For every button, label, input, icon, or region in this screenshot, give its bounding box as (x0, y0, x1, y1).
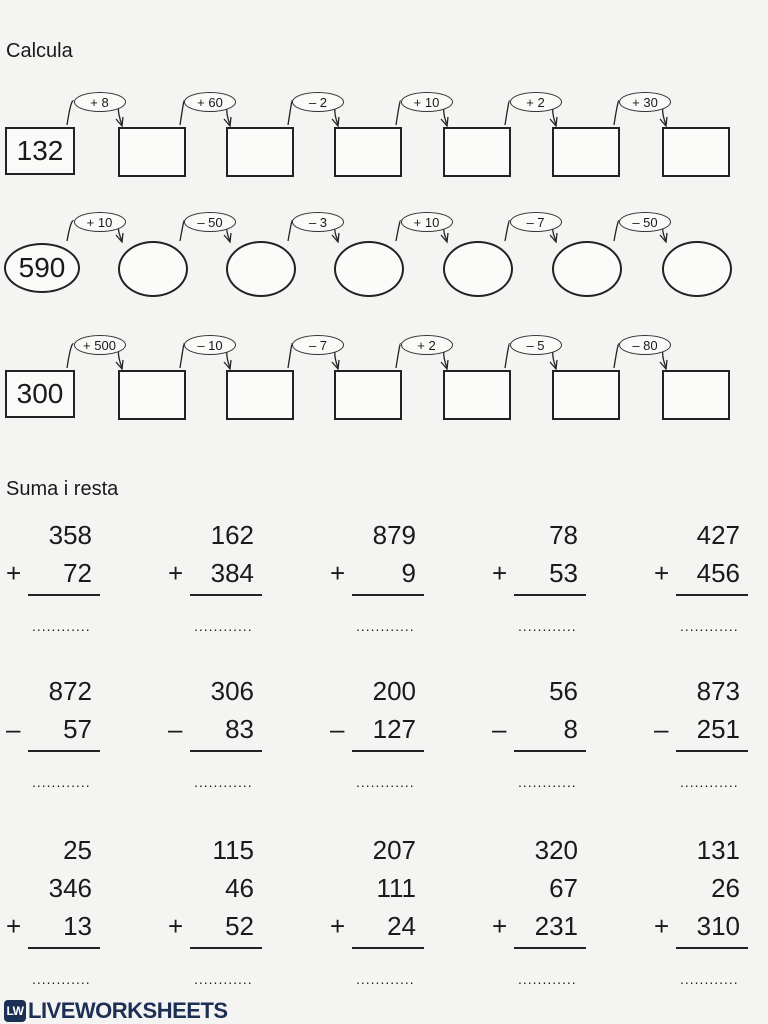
operand: 879 (372, 520, 416, 550)
operator-sign: + (330, 558, 346, 588)
answer-box[interactable] (118, 127, 186, 177)
operator-sign: + (6, 911, 22, 941)
column-problem (168, 835, 268, 987)
operand: 306 (210, 676, 254, 706)
answer-field[interactable]: ............ (518, 618, 577, 634)
answer-field[interactable]: ............ (194, 774, 253, 790)
operand: 9 (401, 558, 416, 588)
answer-box[interactable] (118, 241, 188, 297)
sum-line (676, 750, 748, 752)
operation-bubble: + 10 (401, 92, 453, 112)
answer-box[interactable] (443, 370, 511, 420)
answer-box[interactable] (552, 127, 620, 177)
operator-sign: – (330, 714, 345, 744)
column-problem (330, 678, 430, 808)
answer-field[interactable]: ............ (194, 618, 253, 634)
answer-field[interactable]: ............ (32, 774, 91, 790)
operation-bubble: + 10 (401, 212, 453, 232)
answer-box[interactable] (334, 127, 402, 177)
sum-line (28, 750, 100, 752)
answer-field[interactable]: ............ (32, 971, 91, 987)
operation-bubble: + 500 (74, 335, 126, 355)
operation-bubble: + 8 (74, 92, 126, 112)
operation-bubble: + 2 (401, 335, 453, 355)
column-problem (330, 522, 430, 652)
answer-field[interactable]: ............ (356, 618, 415, 634)
operator-sign: + (654, 558, 670, 588)
operand: 111 (376, 873, 416, 903)
chain-row (0, 85, 768, 175)
operator-sign: + (168, 558, 184, 588)
operand: 72 (63, 558, 92, 588)
operand: 57 (63, 714, 92, 744)
operator-sign: – (492, 714, 507, 744)
sum-line (352, 594, 424, 596)
answer-field[interactable]: ............ (356, 774, 415, 790)
operation-bubble: – 50 (184, 212, 236, 232)
operand: 231 (534, 911, 578, 941)
column-problem (654, 835, 754, 987)
chain-row (0, 205, 768, 295)
operation-bubble: – 5 (510, 335, 562, 355)
answer-box[interactable] (118, 370, 186, 420)
operand: 26 (711, 873, 740, 903)
start-value: 132 (5, 127, 75, 175)
operand: 251 (696, 714, 740, 744)
operand: 53 (549, 558, 578, 588)
operation-bubble: + 2 (510, 92, 562, 112)
answer-box[interactable] (334, 370, 402, 420)
column-problem (6, 835, 106, 987)
operand: 67 (549, 873, 578, 903)
operand: 56 (549, 676, 578, 706)
operation-bubble: + 30 (619, 92, 671, 112)
answer-field[interactable]: ............ (32, 618, 91, 634)
operation-bubble: – 50 (619, 212, 671, 232)
answer-field[interactable]: ............ (356, 971, 415, 987)
operand: 384 (210, 558, 254, 588)
answer-box[interactable] (226, 370, 294, 420)
sum-line (676, 947, 748, 949)
column-problem (168, 522, 268, 652)
operand: 131 (696, 835, 740, 865)
operation-bubble: – 7 (510, 212, 562, 232)
column-problem (492, 835, 592, 987)
answer-box[interactable] (662, 370, 730, 420)
sum-line (352, 947, 424, 949)
operand: 78 (549, 520, 578, 550)
operator-sign: + (654, 911, 670, 941)
column-problem (6, 522, 106, 652)
sum-line (352, 750, 424, 752)
operand: 873 (696, 676, 740, 706)
start-value: 300 (5, 370, 75, 418)
answer-box[interactable] (552, 370, 620, 420)
sum-line (190, 594, 262, 596)
column-problem (168, 678, 268, 808)
operand: 8 (563, 714, 578, 744)
column-problem (492, 522, 592, 652)
operand: 46 (225, 873, 254, 903)
liveworksheets-logo-icon: LW (4, 1000, 26, 1022)
sum-line (190, 750, 262, 752)
answer-field[interactable]: ............ (194, 971, 253, 987)
operator-sign: + (492, 558, 508, 588)
sum-line (514, 750, 586, 752)
operand: 310 (696, 911, 740, 941)
sum-line (514, 947, 586, 949)
column-problem (654, 678, 754, 808)
operator-sign: + (6, 558, 22, 588)
answer-field[interactable]: ............ (680, 971, 739, 987)
answer-box[interactable] (662, 127, 730, 177)
start-value: 590 (4, 243, 80, 293)
answer-box[interactable] (226, 241, 296, 297)
answer-field[interactable]: ............ (518, 971, 577, 987)
operation-bubble: – 2 (292, 92, 344, 112)
answer-box[interactable] (334, 241, 404, 297)
operand: 25 (63, 835, 92, 865)
sum-line (514, 594, 586, 596)
operator-sign: + (168, 911, 184, 941)
operand: 115 (212, 835, 254, 865)
sum-line (676, 594, 748, 596)
operand: 24 (387, 911, 416, 941)
operand: 872 (48, 676, 92, 706)
column-problem (654, 522, 754, 652)
operator-sign: – (6, 714, 21, 744)
operand: 200 (372, 676, 416, 706)
column-problem (492, 678, 592, 808)
answer-field[interactable]: ............ (680, 618, 739, 634)
answer-box[interactable] (443, 127, 511, 177)
operator-sign: – (168, 714, 183, 744)
footer-brand (4, 998, 228, 1024)
section-calcula-title: Calcula (6, 40, 73, 62)
operand: 13 (63, 911, 92, 941)
column-problem (6, 678, 106, 808)
sum-line (28, 947, 100, 949)
chain-row (0, 328, 768, 418)
operation-bubble: – 80 (619, 335, 671, 355)
operand: 320 (534, 835, 578, 865)
answer-field[interactable]: ............ (518, 774, 577, 790)
answer-box[interactable] (226, 127, 294, 177)
operator-sign: + (492, 911, 508, 941)
answer-box[interactable] (662, 241, 732, 297)
operation-bubble: – 10 (184, 335, 236, 355)
column-problem (330, 835, 430, 987)
answer-box[interactable] (443, 241, 513, 297)
operator-sign: – (654, 714, 669, 744)
operand: 456 (696, 558, 740, 588)
answer-field[interactable]: ............ (680, 774, 739, 790)
operand: 162 (210, 520, 254, 550)
operand: 207 (372, 835, 416, 865)
brand-name: LIVEWORKSHEETS (28, 998, 228, 1023)
operator-sign: + (330, 911, 346, 941)
operation-bubble: + 60 (184, 92, 236, 112)
operation-bubble: + 10 (74, 212, 126, 232)
operand: 346 (48, 873, 92, 903)
operand: 358 (48, 520, 92, 550)
operand: 127 (372, 714, 416, 744)
operand: 83 (225, 714, 254, 744)
sum-line (28, 594, 100, 596)
operation-bubble: – 7 (292, 335, 344, 355)
operation-bubble: – 3 (292, 212, 344, 232)
sum-line (190, 947, 262, 949)
operand: 427 (696, 520, 740, 550)
operand: 52 (225, 911, 254, 941)
section-suma-resta-title: Suma i resta (6, 478, 119, 500)
answer-box[interactable] (552, 241, 622, 297)
